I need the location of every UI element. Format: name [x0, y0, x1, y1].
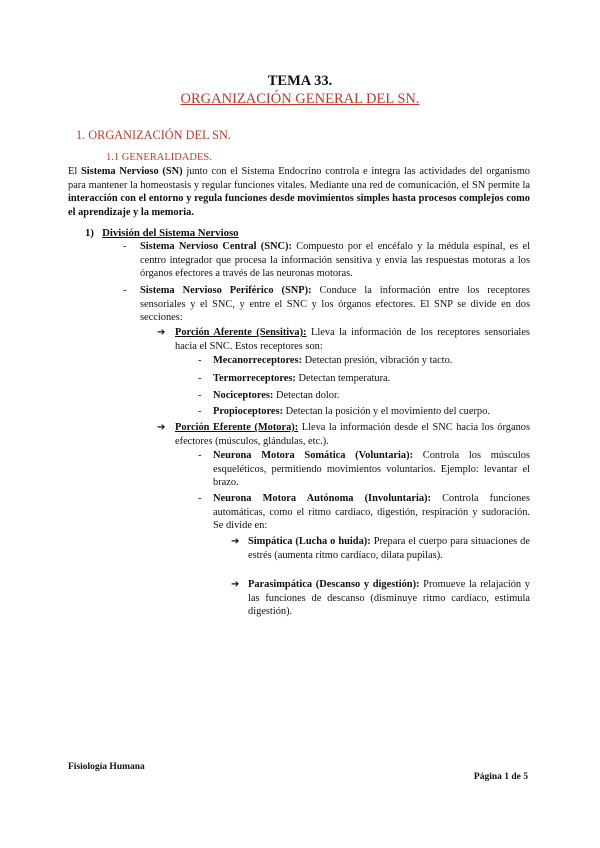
bullet-dash: - — [198, 450, 202, 461]
receptor-text: Detectan dolor. — [273, 390, 340, 401]
eferente-term: Porción Eferente (Motora): — [175, 422, 299, 433]
simpatica-term: Simpática (Lucha o huida): — [248, 536, 371, 547]
snp-text: Conduce la información entre los receptores sensoriales y el SNC, y entre el SNC y los órganos efectores. El SNP se divide en dos secciones: — [140, 285, 530, 324]
intro-bold-1: Sistema Nervioso (SN) — [81, 166, 183, 177]
receptor-term: Nociceptores: — [213, 390, 274, 401]
simpatica-item — [248, 535, 530, 562]
autonoma-item — [213, 492, 530, 533]
receptor-item — [213, 354, 452, 368]
receptor-item — [213, 389, 339, 403]
bullet-dash: - — [123, 241, 127, 252]
snc-item — [140, 240, 530, 281]
bullet-dash: - — [198, 493, 202, 504]
somatica-term: Neurona Motora Somática (Voluntaria): — [213, 450, 414, 461]
aferente-item — [175, 326, 530, 353]
eferente-item — [175, 421, 530, 448]
intro-bold-2: interacción con el entorno y regula funciones desde movimientos simples hasta procesos complejos como el aprendizaje y la memoria. — [68, 193, 530, 218]
somatica-item — [213, 449, 530, 490]
parasimpatica-item — [248, 578, 530, 619]
arrow-icon: ➔ — [231, 579, 240, 590]
aferente-term: Porción Aferente (Sensitiva): — [175, 327, 307, 338]
list-number: 1) — [85, 227, 94, 239]
parasimpatica-text: Promueve la relajación y las funciones de descanso (disminuye ritmo cardíaco, estimula digestión). — [248, 579, 530, 618]
simpatica-text: Prepara el cuerpo para situaciones de estrés (aumenta ritmo cardíaco, dilata pupilas). — [248, 536, 530, 561]
aferente-text: Lleva la información de los receptores sensoriales hacia el SNC. Estos receptores son: — [175, 327, 530, 352]
bullet-dash: - — [198, 406, 202, 417]
bullet-dash: - — [198, 355, 202, 366]
intro-paragraph — [68, 165, 530, 219]
snc-term: Sistema Nervioso Central (SNC): — [140, 241, 292, 252]
receptor-term: Propioceptores: — [213, 406, 284, 417]
autonoma-term: Neurona Motora Autónoma (Involuntaria): — [213, 493, 431, 504]
list-title: División del Sistema Nervioso — [102, 227, 239, 239]
receptor-term: Termorreceptores: — [213, 373, 296, 384]
receptor-text: Detectan la posición y el movimiento del cuerpo. — [283, 406, 490, 417]
bullet-dash: - — [198, 390, 202, 401]
autonoma-text: Controla funciones automáticas, como el ritmo cardíaco, digestión, respiración y sudoración. Se divide en: — [213, 493, 531, 532]
parasimpatica-term: Parasimpática (Descanso y digestión): — [248, 579, 420, 590]
page-title: TEMA 33. — [267, 73, 333, 89]
arrow-icon: ➔ — [231, 536, 240, 547]
footer-page-number: Página 1 de 5 — [473, 772, 528, 782]
page-subtitle: ORGANIZACIÓN GENERAL DEL SN. — [180, 91, 420, 107]
subsection-heading: 1.1 GENERALIDADES. — [106, 152, 212, 163]
receptor-text: Detectan presión, vibración y tacto. — [302, 355, 453, 366]
snp-term: Sistema Nervioso Periférico (SNP): — [140, 285, 312, 296]
receptor-item — [213, 372, 390, 386]
receptor-text: Detectan temperatura. — [295, 373, 391, 384]
receptor-term: Mecanorreceptores: — [213, 355, 303, 366]
arrow-icon: ➔ — [157, 327, 166, 338]
snp-item — [140, 284, 530, 325]
arrow-icon: ➔ — [157, 422, 166, 433]
section-heading: 1. ORGANIZACIÓN DEL SN. — [76, 128, 231, 142]
list-heading — [85, 227, 239, 241]
footer-course: Fisiología Humana — [68, 762, 145, 772]
eferente-text: Lleva la información desde el SNC hacia los órganos efectores (músculos, glándulas, etc.). — [175, 422, 531, 447]
intro-text-1: El — [68, 166, 81, 177]
snc-text: Compuesto por el encéfalo y la médula espinal, es el centro integrador que procesa la información sensitiva y envía las respuestas motoras a los órganos efectores a través de las neuronas motoras. — [140, 241, 530, 280]
bullet-dash: - — [123, 285, 127, 296]
intro-text-2: junto con el Sistema Endocrino controla e integra las actividades del organismo para mantener la homeostasis y regular funciones vitales. Mediante una red de comunicación, el SN permite la — [68, 166, 530, 191]
bullet-dash: - — [198, 373, 202, 384]
receptor-item — [213, 405, 490, 419]
somatica-text: Controla los músculos esqueléticos, permitiendo movimientos voluntarios. Ejemplo: levantar el brazo. — [213, 450, 530, 489]
